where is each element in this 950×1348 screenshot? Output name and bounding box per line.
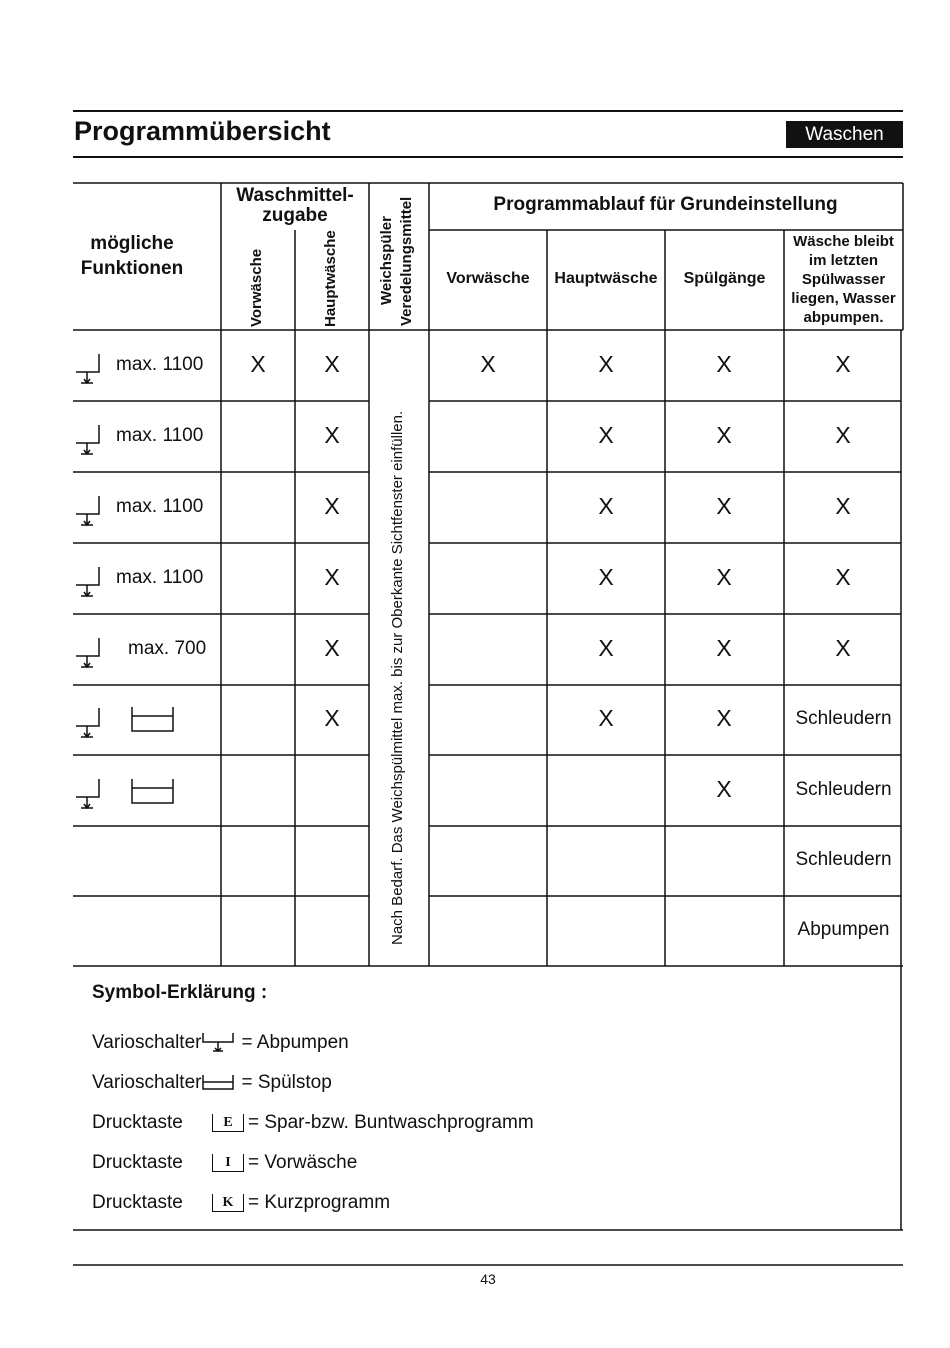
cell-mark: X xyxy=(324,705,340,731)
softener-header-line2: Veredelungsmittel xyxy=(398,196,415,326)
functions-header: mögliche Funktionen xyxy=(80,233,184,279)
cell-mark: X xyxy=(835,635,851,661)
row-label: max. 1100 xyxy=(116,567,204,588)
detergent-header: Waschmittel-zugabe xyxy=(236,185,354,226)
cell-mark: X xyxy=(324,635,340,661)
cell-mark: X xyxy=(716,776,732,802)
cell-text-spin: Schleudern xyxy=(795,779,892,800)
vario-drain-icon xyxy=(201,1031,235,1055)
cell-mark: X xyxy=(835,422,851,448)
key-k-icon: K xyxy=(212,1194,244,1212)
cell-mark: X xyxy=(324,422,340,448)
program-col-prewash: Vorwäsche xyxy=(446,270,530,287)
legend-text: = Spar-bzw. Buntwaschprogramm xyxy=(248,1112,534,1133)
program-col-rinsehold: Wäsche bleibt im letzten Spülwasser liegen, Wasser abpumpen. xyxy=(791,233,896,326)
program-header: Programmablauf für Grundeinstellung xyxy=(493,194,838,215)
vario-drain-icon xyxy=(76,496,99,525)
vario-drain-icon xyxy=(76,567,99,596)
key-i-icon: I xyxy=(212,1154,244,1172)
cell-mark: X xyxy=(835,351,851,377)
cell-mark: X xyxy=(716,422,732,448)
cell-mark: X xyxy=(835,564,851,590)
cell-mark: X xyxy=(598,564,614,590)
softener-note: Nach Bedarf. Das Weichspülmittel max. bis zur Oberkante Sichtfenster einfüllen. xyxy=(389,410,406,945)
legend-prefix: Varioschalter xyxy=(92,1032,202,1054)
key-e-icon: E xyxy=(212,1114,244,1132)
rinse-hold-icon xyxy=(132,779,173,803)
cell-mark: X xyxy=(598,705,614,731)
cell-mark: X xyxy=(716,493,732,519)
cell-mark: X xyxy=(598,493,614,519)
cell-mark: X xyxy=(835,493,851,519)
legend-text: = Vorwäsche xyxy=(248,1152,358,1173)
vario-drain-icon xyxy=(76,779,99,808)
legend-prefix: Drucktaste xyxy=(92,1192,183,1213)
legend-prefix: Drucktaste xyxy=(92,1112,183,1133)
cell-mark: X xyxy=(716,705,732,731)
page-number: 43 xyxy=(480,1271,496,1287)
legend-text: = Kurzprogramm xyxy=(248,1192,391,1213)
cell-mark: X xyxy=(598,635,614,661)
cell-mark: X xyxy=(716,351,732,377)
cell-mark: X xyxy=(324,493,340,519)
vario-drain-icon xyxy=(76,354,99,383)
program-col-rinse: Spülgänge xyxy=(683,270,766,287)
detergent-col-prewash: Vorwäsche xyxy=(248,248,265,327)
cell-mark: X xyxy=(716,564,732,590)
legend-title: Symbol-Erklärung : xyxy=(92,982,268,1003)
legend-text: = Abpumpen xyxy=(241,1032,349,1054)
detergent-col-mainwash: Hauptwäsche xyxy=(322,230,339,327)
legend-item xyxy=(92,1071,332,1095)
row-label: max. 700 xyxy=(128,638,207,659)
cell-mark: X xyxy=(598,351,614,377)
program-col-mainwash: Hauptwäsche xyxy=(554,270,658,287)
cell-mark: X xyxy=(324,564,340,590)
legend-item xyxy=(92,1112,534,1134)
cell-text-spin: Schleudern xyxy=(795,708,892,729)
cell-mark: X xyxy=(324,351,340,377)
softener-header-line1: Weichspüler xyxy=(378,216,395,305)
vario-rinse-stop-icon xyxy=(201,1071,235,1095)
page-title: Programmübersicht xyxy=(74,116,331,146)
vario-drain-icon xyxy=(76,708,99,737)
cell-mark: X xyxy=(716,635,732,661)
cell-text-spin: Schleudern xyxy=(795,849,892,870)
rinse-hold-icon xyxy=(132,707,173,731)
cell-mark: X xyxy=(598,422,614,448)
row-label: max. 1100 xyxy=(116,354,204,375)
legend-item xyxy=(92,1192,390,1214)
cell-mark: X xyxy=(250,351,266,377)
section-badge: Waschen xyxy=(786,121,903,148)
legend-text: = Spülstop xyxy=(241,1072,332,1094)
row-label: max. 1100 xyxy=(116,425,204,446)
legend-item xyxy=(92,1031,349,1055)
legend-item xyxy=(92,1152,357,1174)
cell-mark: X xyxy=(480,351,496,377)
vario-drain-icon xyxy=(76,638,99,667)
cell-text-drain: Abpumpen xyxy=(797,919,890,940)
vario-drain-icon xyxy=(76,425,99,454)
legend-prefix: Varioschalter xyxy=(92,1072,202,1094)
row-label: max. 1100 xyxy=(116,496,204,517)
legend-prefix: Drucktaste xyxy=(92,1152,183,1173)
